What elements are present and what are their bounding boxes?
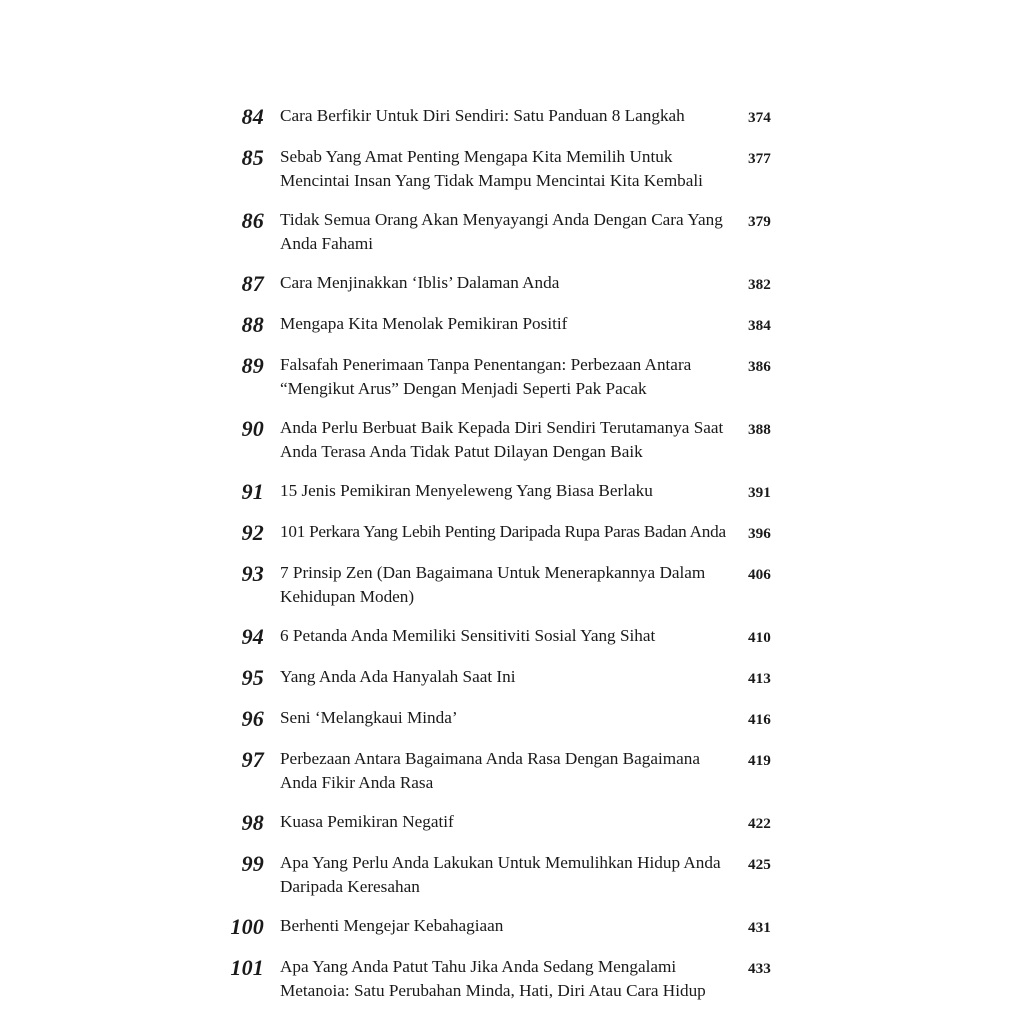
toc-entry-title: Falsafah Penerimaan Tanpa Penentangan: Perbezaan Antara “Mengikut Arus” Dengan Menjadi Seperti Pak Pacak [280, 355, 692, 398]
toc-entry[interactable] [212, 706, 792, 732]
toc-entry-number: 91 [241, 479, 264, 504]
toc-entry-number: 85 [241, 145, 264, 170]
toc-entry-page-number: 416 [748, 711, 771, 728]
toc-entry-number: 101 [230, 955, 264, 980]
toc-entry-number: 87 [241, 271, 264, 296]
toc-entry[interactable] [212, 104, 792, 130]
toc-entry[interactable] [212, 624, 792, 650]
toc-entry-page-number: 396 [748, 525, 771, 542]
toc-entry-page-number: 410 [748, 629, 771, 646]
toc-entry[interactable] [212, 312, 792, 338]
toc-entry-title: Apa Yang Perlu Anda Lakukan Untuk Memulihkan Hidup Anda Daripada Keresahan [280, 853, 721, 896]
toc-entry-title: Kuasa Pemikiran Negatif [280, 812, 454, 831]
toc-entry-title: Perbezaan Antara Bagaimana Anda Rasa Dengan Bagaimana Anda Fikir Anda Rasa [280, 749, 700, 792]
toc-entry-page-number: 413 [748, 670, 771, 687]
toc-entry-title: Berhenti Mengejar Kebahagiaan [280, 916, 504, 935]
toc-entry-title: 7 Prinsip Zen (Dan Bagaimana Untuk Menerapkannya Dalam Kehidupan Moden) [280, 563, 706, 606]
toc-entry-number: 92 [241, 520, 264, 545]
toc-entry-number: 93 [241, 561, 264, 586]
toc-entry-number: 99 [241, 851, 264, 876]
table-of-contents [212, 104, 792, 1018]
toc-entry-title: Cara Berfikir Untuk Diri Sendiri: Satu Panduan 8 Langkah [280, 106, 685, 125]
toc-entry-page-number: 386 [748, 358, 771, 375]
toc-entry-number: 96 [241, 706, 264, 731]
toc-entry[interactable] [212, 955, 792, 1003]
toc-entry-page-number: 419 [748, 752, 771, 769]
toc-entry[interactable] [212, 416, 792, 464]
toc-entry-number: 90 [241, 416, 264, 441]
toc-entry[interactable] [212, 810, 792, 836]
toc-entry[interactable] [212, 914, 792, 940]
toc-entry-page-number: 431 [748, 919, 771, 936]
toc-entry-number: 94 [241, 624, 264, 649]
toc-entry-number: 97 [241, 747, 264, 772]
toc-entry-title: Apa Yang Anda Patut Tahu Jika Anda Sedang Mengalami Metanoia: Satu Perubahan Minda, Hati, Diri Atau Cara Hidup [280, 957, 706, 1000]
toc-entry-page-number: 391 [748, 484, 771, 501]
toc-entry-page-number: 374 [748, 109, 771, 126]
toc-entry-page-number: 379 [748, 213, 771, 230]
toc-entry[interactable] [212, 747, 792, 795]
toc-entry-number: 100 [230, 914, 264, 939]
toc-entry-page-number: 422 [748, 815, 771, 832]
toc-entry-number: 86 [241, 208, 264, 233]
toc-entry[interactable] [212, 353, 792, 401]
toc-entry-page-number: 425 [748, 856, 771, 873]
toc-entry[interactable] [212, 520, 792, 546]
toc-entry-number: 89 [241, 353, 264, 378]
toc-entry-number: 95 [241, 665, 264, 690]
toc-entry-page-number: 388 [748, 421, 771, 438]
toc-entry[interactable] [212, 145, 792, 193]
toc-entry-page-number: 377 [748, 150, 771, 167]
toc-entry[interactable] [212, 271, 792, 297]
toc-entry[interactable] [212, 479, 792, 505]
toc-entry-number: 98 [241, 810, 264, 835]
toc-entry-title: Cara Menjinakkan ‘Iblis’ Dalaman Anda [280, 273, 560, 292]
toc-entry-title: Sebab Yang Amat Penting Mengapa Kita Memilih Untuk Mencintai Insan Yang Tidak Mampu Mencintai Kita Kembali [280, 147, 703, 190]
toc-entry-page-number: 406 [748, 566, 771, 583]
toc-entry-title: Tidak Semua Orang Akan Menyayangi Anda Dengan Cara Yang Anda Fahami [280, 210, 723, 253]
toc-entry-title: Yang Anda Ada Hanyalah Saat Ini [280, 667, 516, 686]
toc-entry-title: Anda Perlu Berbuat Baik Kepada Diri Sendiri Terutamanya Saat Anda Terasa Anda Tidak Patut Dilayan Dengan Baik [280, 418, 724, 461]
toc-entry[interactable] [212, 208, 792, 256]
toc-entry-title: Mengapa Kita Menolak Pemikiran Positif [280, 314, 568, 333]
toc-entry-title: 6 Petanda Anda Memiliki Sensitiviti Sosial Yang Sihat [280, 626, 656, 645]
toc-entry[interactable] [212, 561, 792, 609]
toc-entry-title: 15 Jenis Pemikiran Menyeleweng Yang Biasa Berlaku [280, 481, 653, 500]
toc-entry-number: 84 [241, 104, 264, 129]
toc-entry-page-number: 382 [748, 276, 771, 293]
toc-entry-page-number: 384 [748, 317, 771, 334]
toc-entry-title: 101 Perkara Yang Lebih Penting Daripada Rupa Paras Badan Anda [280, 522, 726, 541]
toc-entry-title: Seni ‘Melangkaui Minda’ [280, 708, 458, 727]
toc-entry[interactable] [212, 665, 792, 691]
toc-entry[interactable] [212, 851, 792, 899]
toc-entry-page-number: 433 [748, 960, 771, 977]
toc-entry-number: 88 [241, 312, 264, 337]
